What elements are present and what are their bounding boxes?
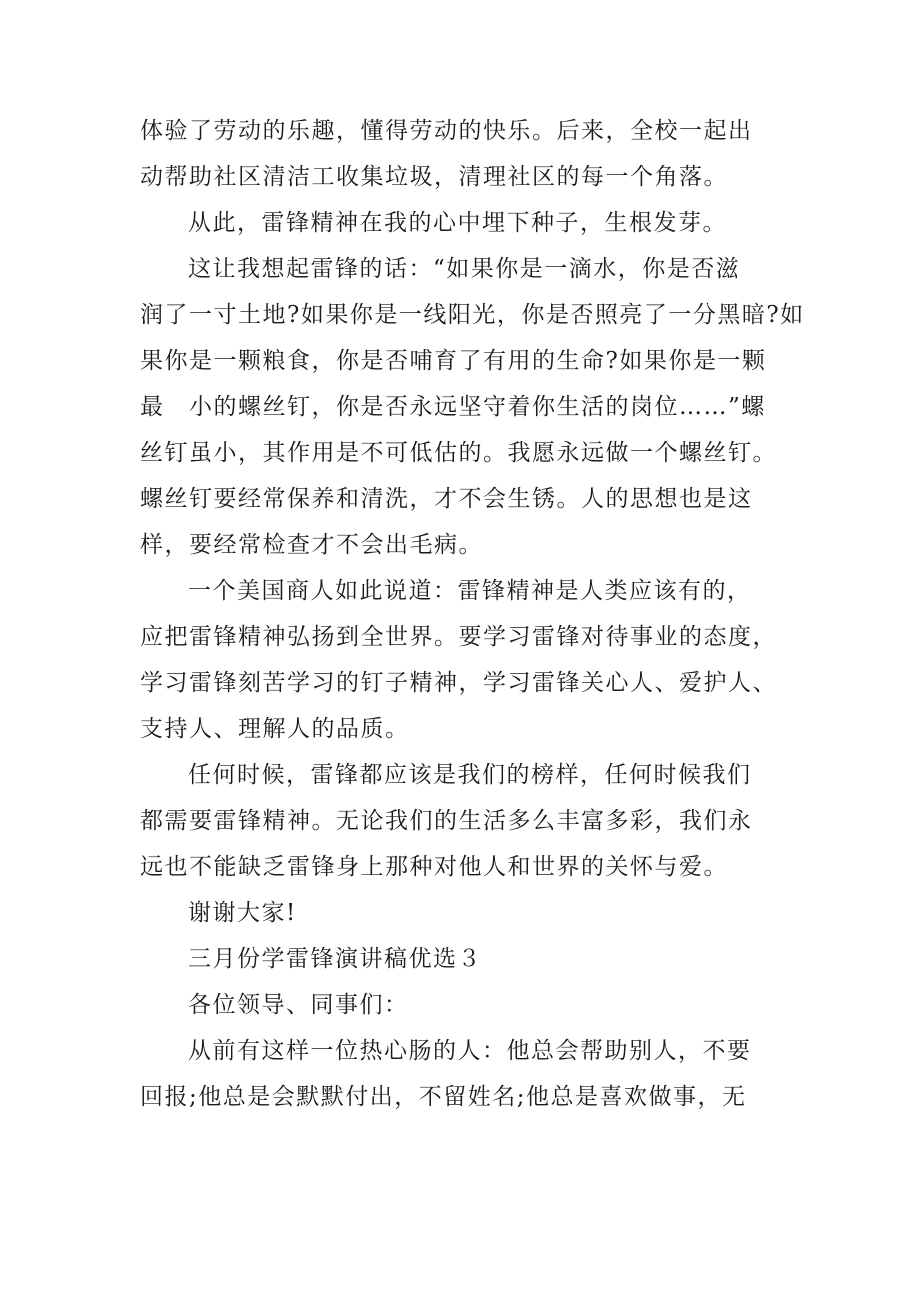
text-line: 样，要经常检查才不会出毛病。: [140, 532, 483, 558]
salutation: 各位领导、同事们：: [188, 992, 409, 1018]
text-line: 从此，雷锋精神在我的心中埋下种子，生根发芽。: [188, 210, 727, 236]
document-body: [140, 108, 805, 1120]
text-line: 支持人、理解人的品质。: [140, 716, 410, 742]
text-line: 回报;他总是会默默付出，不留姓名;他总是喜欢做事，无: [140, 1084, 747, 1110]
text-line: 任何时候，雷锋都应该是我们的榜样，任何时候我们: [188, 762, 752, 788]
text-line: 润了一寸土地?如果你是一线阳光，你是否照亮了一分黑暗?如: [140, 302, 805, 328]
text-line: 最 小的螺丝钉，你是否永远坚守着你生活的岗位……”螺: [140, 394, 766, 420]
text-line: 学习雷锋刻苦学习的钉子精神，学习雷锋关心人、爱护人、: [140, 670, 777, 696]
text-line: 动帮助社区清洁工收集垃圾，清理社区的每一个角落。: [140, 164, 728, 190]
text-line: 一个美国商人如此说道：雷锋精神是人类应该有的，: [188, 578, 752, 604]
text-line: 都需要雷锋精神。无论我们的生活多么丰富多彩，我们永: [140, 808, 753, 834]
text-line: 从前有这样一位热心肠的人：他总会帮助别人，不要: [188, 1038, 752, 1064]
text-line: 这让我想起雷锋的话：“如果你是一滴水，你是否滋: [188, 256, 741, 282]
closing-line: 谢谢大家!: [188, 900, 297, 926]
text-line: 体验了劳动的乐趣，懂得劳动的快乐。后来，全校一起出: [140, 118, 753, 144]
text-line: 丝钉虽小，其作用是不可低估的。我愿永远做一个螺丝钉。: [140, 440, 777, 466]
text-line: 果你是一颗粮食，你是否哺育了有用的生命?如果你是一颗: [140, 348, 767, 374]
section-title: 三月份学雷锋演讲稿优选３: [188, 946, 482, 972]
text-line: 螺丝钉要经常保养和清洗，才不会生锈。人的思想也是这: [140, 486, 753, 512]
text-line: 应把雷锋精神弘扬到全世界。要学习雷锋对待事业的态度，: [140, 624, 777, 650]
text-line: 远也不能缺乏雷锋身上那种对他人和世界的关怀与爱。: [140, 854, 728, 880]
